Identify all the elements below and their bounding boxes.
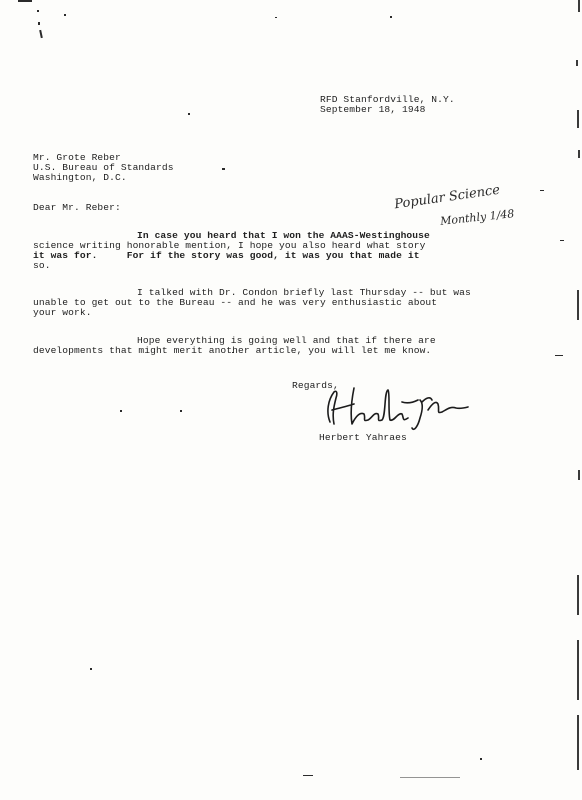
scan-speck <box>188 113 190 115</box>
salutation: Dear Mr. Reber: <box>33 202 121 213</box>
scan-speck <box>180 410 182 412</box>
paragraph-1-line-3: it was for. For if the story was good, it was you that made it <box>33 250 420 261</box>
paragraph-2-line-2: unable to get out to the Bureau -- and he was very enthusiastic about <box>33 297 438 308</box>
paragraph-2-line-3: your work. <box>33 307 92 318</box>
paragraph-3-line-1: Hope everything is going well and that if there are <box>137 335 436 346</box>
scan-edge-mark <box>577 715 579 770</box>
scan-speck <box>39 30 43 38</box>
scan-edge-mark <box>578 150 580 158</box>
scan-speck <box>560 240 564 241</box>
scan-speck <box>37 10 39 12</box>
scan-speck <box>480 758 482 760</box>
scan-speck <box>400 777 460 778</box>
scan-speck <box>275 17 277 18</box>
paragraph-1-line-2: science writing honorable mention, I hope you also heard what story <box>33 240 426 251</box>
scan-edge-mark <box>578 470 580 480</box>
scan-edge-mark <box>577 110 579 128</box>
handwritten-annotation-publication: Popular Science <box>393 182 501 213</box>
sender-address-line: RFD Stanfordville, N.Y. <box>320 94 455 105</box>
scan-edge-mark <box>576 60 578 66</box>
handwritten-annotation-date: Monthly 1/48 <box>439 207 515 228</box>
scan-edge-mark <box>577 640 579 700</box>
closing: Regards, <box>292 380 339 391</box>
recipient-city: Washington, D.C. <box>33 172 127 183</box>
scan-edge-mark <box>577 575 579 615</box>
handwritten-signature <box>318 382 468 432</box>
scan-speck <box>555 355 563 356</box>
letter-date: September 18, 1948 <box>320 104 426 115</box>
scan-speck <box>90 668 92 670</box>
scan-speck <box>390 16 392 18</box>
scan-edge-mark <box>577 290 579 320</box>
recipient-org: U.S. Bureau of Standards <box>33 162 174 173</box>
scan-speck <box>222 168 225 170</box>
scan-speck <box>303 775 313 776</box>
scan-speck <box>38 22 40 25</box>
scan-edge-mark <box>578 0 580 12</box>
paragraph-1-line-4: so. <box>33 260 51 271</box>
paragraph-1-line-1: In case you heard that I won the AAAS-Westinghouse <box>137 230 430 241</box>
scan-speck <box>18 0 32 2</box>
scan-speck <box>120 410 122 412</box>
paragraph-3-line-2: developments that might merit another article, you will let me know. <box>33 345 432 356</box>
recipient-name: Mr. Grote Reber <box>33 152 121 163</box>
scan-speck <box>540 190 544 191</box>
scan-speck <box>64 14 66 16</box>
paragraph-2-line-1: I talked with Dr. Condon briefly last Thursday -- but was <box>137 287 471 298</box>
signer-name: Herbert Yahraes <box>319 432 407 443</box>
